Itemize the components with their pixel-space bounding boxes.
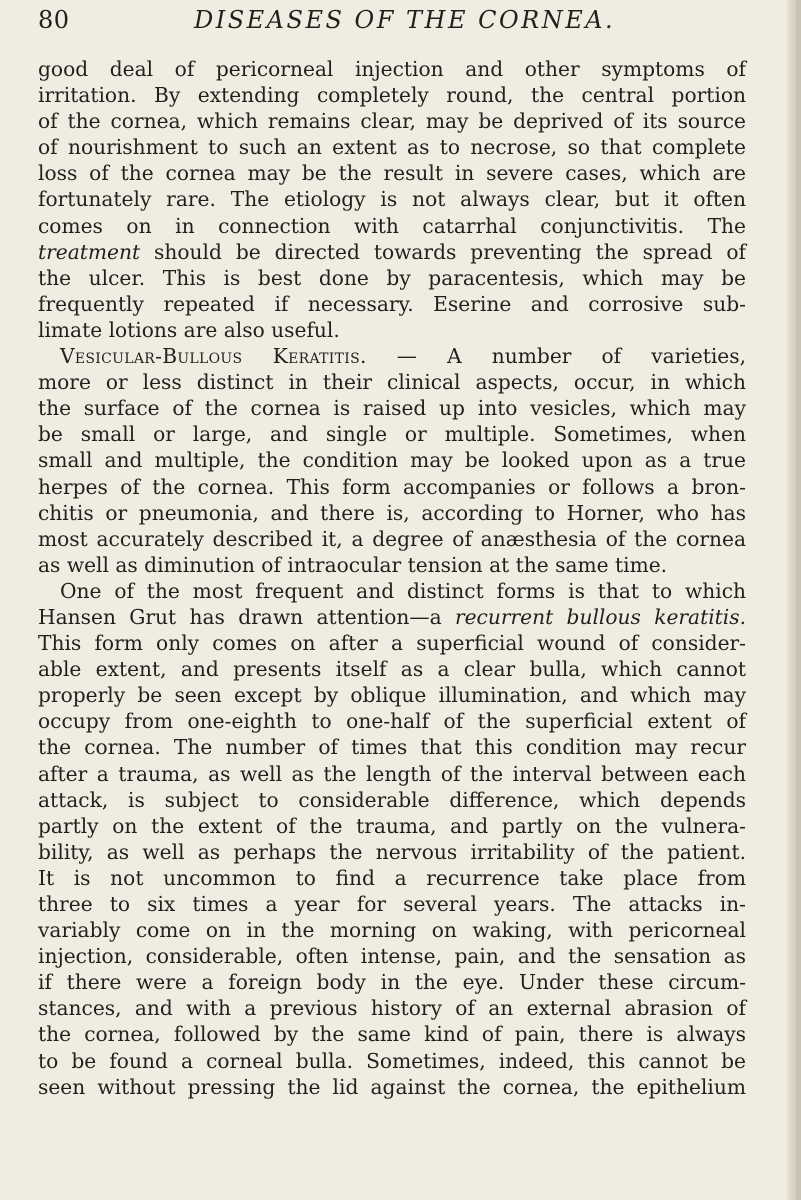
text-fragment: — A number of varieties, <box>366 344 746 369</box>
text-line: comes on in connection with catarrhal conjunctivitis. The <box>38 213 746 238</box>
text-line: herpes of the cornea. This form accompanies or follows a bron- <box>38 474 746 499</box>
text-line: of the cornea, which remains clear, may be deprived of its source <box>38 109 746 134</box>
text-line: three to six times a year for several years. The attacks in- <box>38 892 746 916</box>
page-number: 80 <box>38 6 70 34</box>
text-line: more or less distinct in their clinical aspects, occur, in which <box>38 370 746 395</box>
text-line: be small or large, and single or multiple. Sometimes, when <box>38 422 746 447</box>
text-line: after a trauma, as well as the length of the interval between each <box>38 761 746 786</box>
text-line: It is not uncommon to find a recurrence take place from <box>38 865 746 890</box>
text-fragment: should be directed towards preventing the spread of <box>140 239 746 264</box>
text-line: injection, considerable, often intense, pain, and the sensation as <box>38 944 746 969</box>
page-header <box>38 4 778 38</box>
text-line: the cornea, followed by the same kind of pain, there is always <box>38 1022 746 1047</box>
text-line: limate lotions are also useful. <box>38 317 340 342</box>
text-line <box>38 343 746 369</box>
text-line: bility, as well as perhaps the nervous irritability of the patient. <box>38 839 746 864</box>
text-line: One of the most frequent and distinct forms is that to which <box>60 578 746 603</box>
text-line: if there were a foreign body in the eye. Under these circum- <box>38 970 746 995</box>
text-line: properly be seen except by oblique illumination, and which may <box>38 683 746 708</box>
text-line: good deal of pericorneal injection and other symptoms of <box>38 57 746 81</box>
text-line: the surface of the cornea is raised up into vesicles, which may <box>38 396 746 421</box>
text-line <box>38 604 746 630</box>
text-line: occupy from one-eighth to one-half of the superficial extent of <box>38 709 746 734</box>
text-line: loss of the cornea may be the result in severe cases, which are <box>38 161 746 186</box>
text-line: This form only comes on after a superficial wound of consider- <box>38 631 746 656</box>
text-line: partly on the extent of the trauma, and partly on the vulnera- <box>38 813 746 838</box>
text-line <box>38 239 746 265</box>
text-line: seen without pressing the lid against the cornea, the epithelium <box>38 1074 746 1099</box>
text-line: most accurately described it, a degree of anæsthesia of the cornea <box>38 526 746 551</box>
text-line: the ulcer. This is best done by paracentesis, which may be <box>38 265 746 290</box>
section-heading: Vesicular-Bullous Keratitis. <box>60 344 367 369</box>
text-line: frequently repeated if necessary. Eserine and corrosive sub- <box>38 291 746 316</box>
body-text <box>38 56 746 1100</box>
emphasized-term: recurrent bullous keratitis. <box>454 604 746 629</box>
text-line: attack, is subject to considerable difference, which depends <box>38 787 746 812</box>
text-line: variably come on in the morning on waking, with pericorneal <box>38 918 746 943</box>
running-title: DISEASES OF THE CORNEA. <box>194 6 616 34</box>
text-line: of nourishment to such an extent as to necrose, so that complete <box>38 135 746 160</box>
text-line: to be found a corneal bulla. Sometimes, indeed, this cannot be <box>38 1048 746 1073</box>
emphasized-term: treatment <box>38 239 141 264</box>
text-fragment: Hansen Grut has drawn attention—a <box>38 604 455 629</box>
text-line: the cornea. The number of times that this condition may recur <box>38 735 746 760</box>
text-line: fortunately rare. The etiology is not always clear, but it often <box>38 187 746 212</box>
text-line: chitis or pneumonia, and there is, according to Horner, who has <box>38 500 746 525</box>
text-line: irritation. By extending completely round, the central portion <box>38 83 746 108</box>
text-line: small and multiple, the condition may be looked upon as a true <box>38 448 746 473</box>
text-line: able extent, and presents itself as a clear bulla, which cannot <box>38 657 746 682</box>
text-line: stances, and with a previous history of an external abrasion of <box>38 996 746 1021</box>
page-edge-shadow <box>796 0 801 1200</box>
text-line: as well as diminution of intraocular tension at the same time. <box>38 552 668 577</box>
